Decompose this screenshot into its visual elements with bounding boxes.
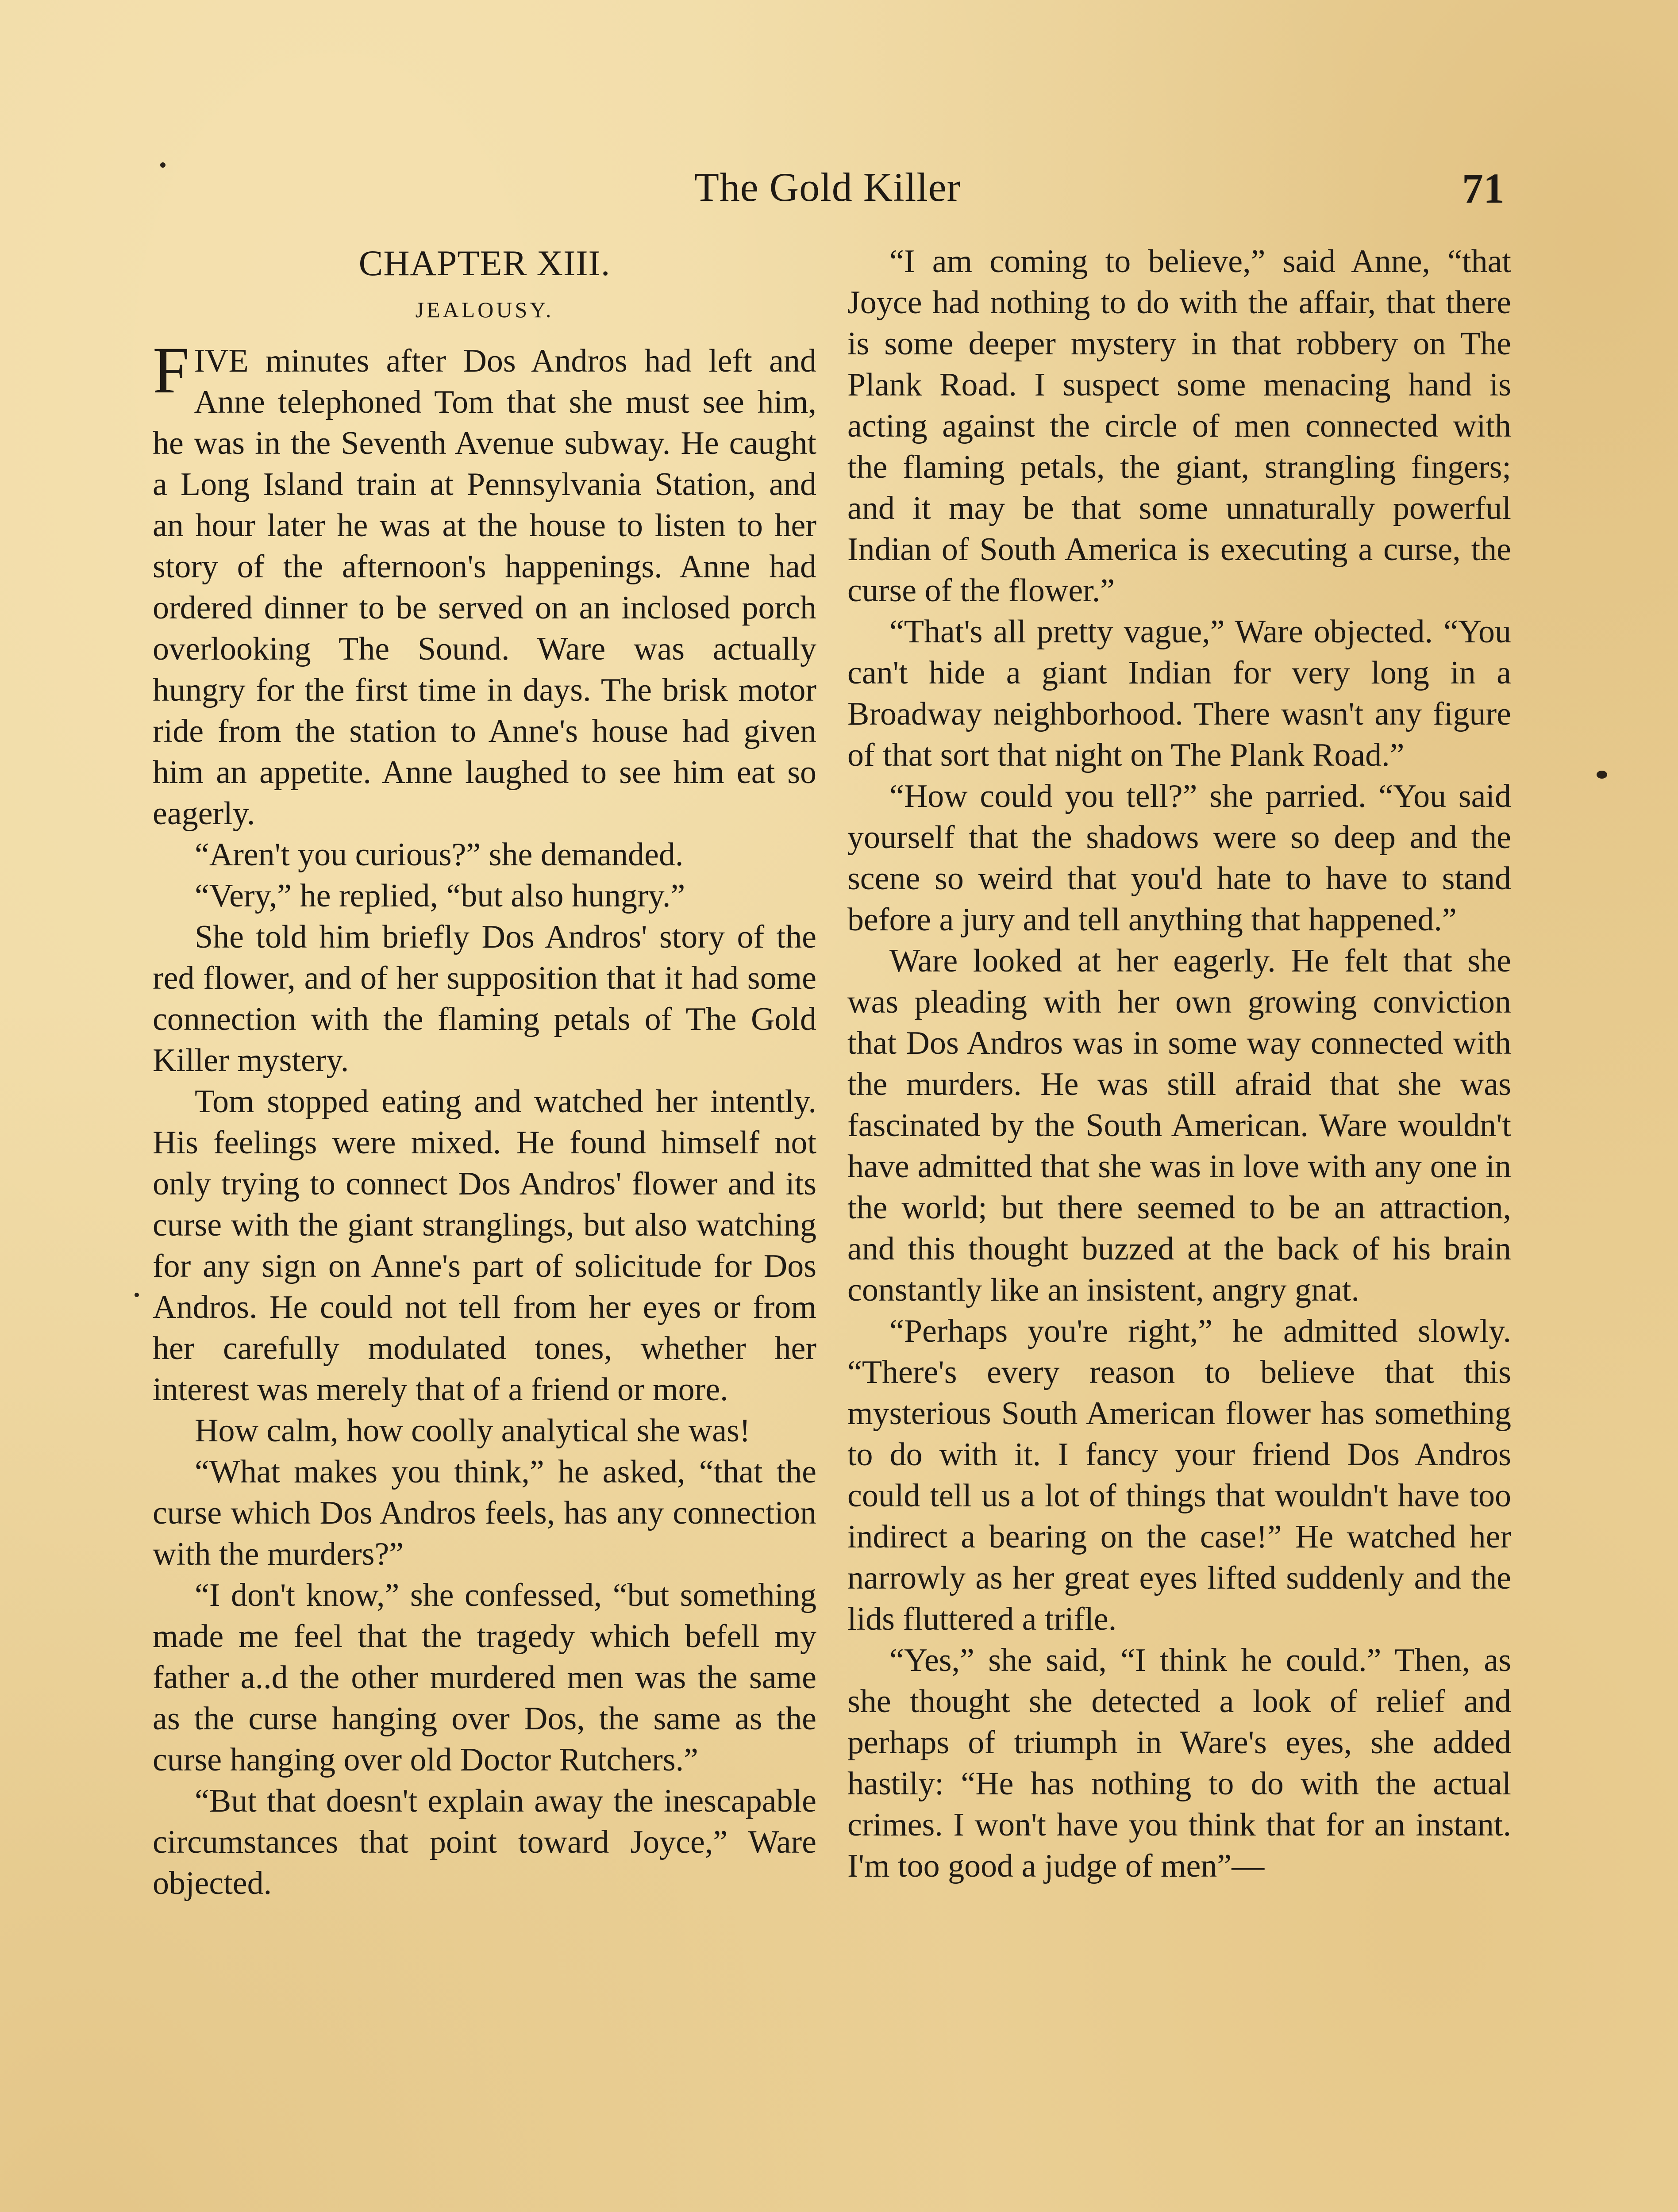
page-number: 71 — [1462, 165, 1505, 212]
paragraph: How calm, how coolly analytical she was! — [195, 1413, 750, 1449]
book-title: The Gold Killer — [694, 165, 961, 210]
drop-cap: F — [153, 334, 190, 407]
paragraph: “I am coming to believe,” said Anne, “that Joyce had nothing to do with the affair, that there is some deeper mystery in that robbery on The Plank Road. I suspect some menacing hand is acting against the circle of men connected with the flaming petals, the giant, strangling fingers; and it may be that some unnaturally powerful Indian of South America is executing a curse, the curse of the flower.” — [847, 243, 1511, 609]
right-column — [847, 241, 1511, 1887]
chapter-subtitle: JEALOUSY. — [415, 297, 554, 322]
paragraph: “What makes you think,” he asked, “that the curse which Dos Andros feels, has any connection with the murders?” — [153, 1454, 816, 1572]
paragraph: “Aren't you curious?” she demanded. — [195, 837, 684, 873]
paper-speck — [135, 1293, 139, 1297]
opening-paragraph — [153, 334, 816, 834]
paragraph: “That's all pretty vague,” Ware objected. “You can't hide a giant Indian for very long in a Broadway neighborhood. There wasn't any figure of that sort that night on The Plank Road.” — [847, 614, 1511, 773]
paragraph: She told him briefly Dos Andros' story of the red flower, and of her supposition that it had some connection with the flaming petals of The Gold Killer mystery. — [153, 919, 816, 1079]
paragraph: “How could you tell?” she parried. “You said yourself that the shadows were so deep and the scene so weird that you'd hate to have to stand before a jury and tell anything that happened.” — [847, 778, 1511, 938]
chapter-heading: CHAPTER XIII. — [358, 243, 611, 283]
left-column — [153, 241, 816, 1904]
paragraph: Ware looked at her eagerly. He felt that she was pleading with her own growing conviction that Dos Andros was in some way connected with the murders. He was still afraid that she was fascinated by the South American. Ware wouldn't have admitted that she was in love with any one in the world; but there seemed to be an attraction, and this thought buzzed at the back of his brain constantly like an insistent, angry gnat. — [847, 943, 1511, 1308]
running-head — [150, 164, 1505, 226]
paragraph: “I don't know,” she confessed, “but something made me feel that the tragedy which befell my father a..d the other murdered men was the same as the curse hanging over Dos, the same as the curse hanging over old Doctor Rutchers.” — [153, 1577, 816, 1778]
paragraph: “Perhaps you're right,” he admitted slowly. “There's every reason to believe that this mysterious South American flower has something to do with it. I fancy your friend Dos Andros could tell us a lot of things that wouldn't have too indirect a bearing on the case!” He watched her narrowly as her great eyes lifted suddenly and the lids fluttered a trifle. — [847, 1313, 1511, 1637]
paragraph: “Very,” he replied, “but also hungry.” — [195, 878, 685, 914]
opening-paragraph-text: IVE minutes after Dos Andros had left and Anne telephoned Tom that she must see him, he was in the Seventh Avenue subway. He caught a Long Island train at Pennsylvania Station, and an hour later he was at the house to listen to her story of the afternoon's happenings. Anne had ordered dinner to be served on an inclosed porch overlooking The Sound. Ware was actually hungry for the first time in days. The brisk motor ride from the station to Anne's house had given him an appetite. Anne laughed to see him eat so eagerly. — [153, 343, 816, 832]
paragraph: “But that doesn't explain away the inescapable circumstances that point toward Joyce,” Ware objected. — [153, 1783, 816, 1901]
paragraph: “Yes,” she said, “I think he could.” Then, as she thought she detected a look of relief and perhaps of triumph in Ware's eyes, she added hastily: “He has nothing to do with the actual crimes. I won't have you think that for an instant. I'm too good a judge of men”— — [847, 1642, 1511, 1884]
paper-speck — [160, 162, 165, 168]
paragraph: Tom stopped eating and watched her intently. His feelings were mixed. He found himself not only trying to connect Dos Andros' flower and its curse with the giant stranglings, but also watching for any sign on Anne's part of solicitude for Dos Andros. He could not tell from her eyes or from her carefully modulated tones, whether her interest was merely that of a friend or more. — [153, 1083, 816, 1408]
paper-speck — [1597, 771, 1607, 779]
